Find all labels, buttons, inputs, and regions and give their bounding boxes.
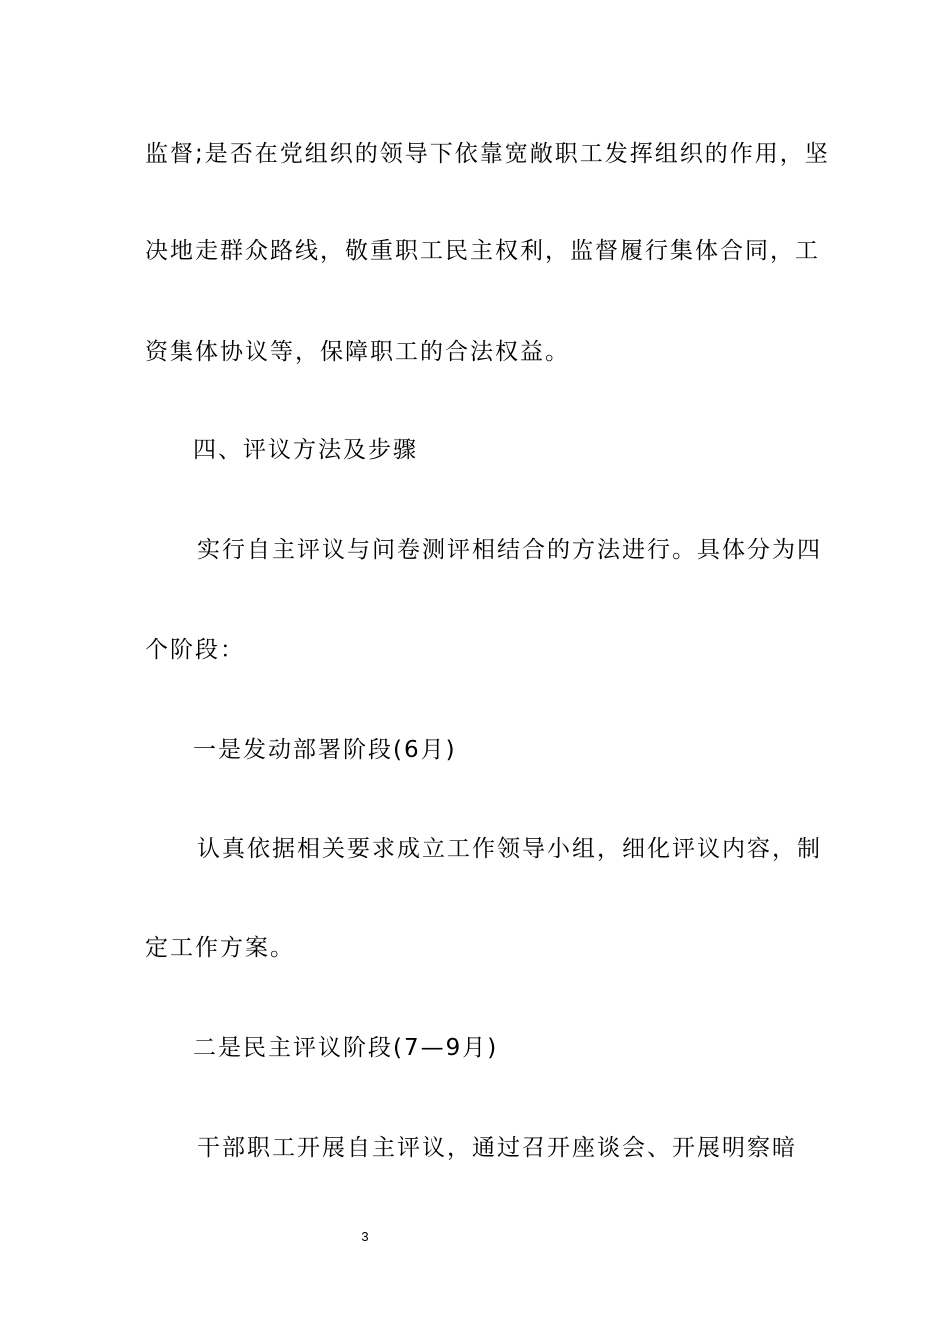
body-text-line: 资集体协议等，保障职工的合法权益。 — [145, 339, 570, 365]
body-text-line: 实行自主评议与问卷测评相结合的方法进行。具体分为四 — [197, 537, 822, 563]
section-heading: 四、评议方法及步骤 — [193, 437, 418, 463]
body-text-line: 认真依据相关要求成立工作领导小组，细化评议内容，制 — [197, 836, 822, 862]
body-text-line: 干部职工开展自主评议，通过召开座谈会、开展明察暗 — [197, 1135, 797, 1161]
stage-heading: 一是发动部署阶段(6月) — [193, 737, 457, 763]
page-number: 3 — [361, 1229, 369, 1244]
body-text-line: 定工作方案。 — [145, 935, 295, 961]
body-text-line: 个阶段： — [145, 637, 245, 663]
stage-heading: 二是民主评议阶段(7—9月) — [193, 1035, 499, 1061]
body-text-line: 决地走群众路线，敬重职工民主权利，监督履行集体合同，工 — [145, 238, 820, 264]
body-text-line: 监督;是否在党组织的领导下依靠宽敞职工发挥组织的作用，坚 — [145, 141, 830, 167]
